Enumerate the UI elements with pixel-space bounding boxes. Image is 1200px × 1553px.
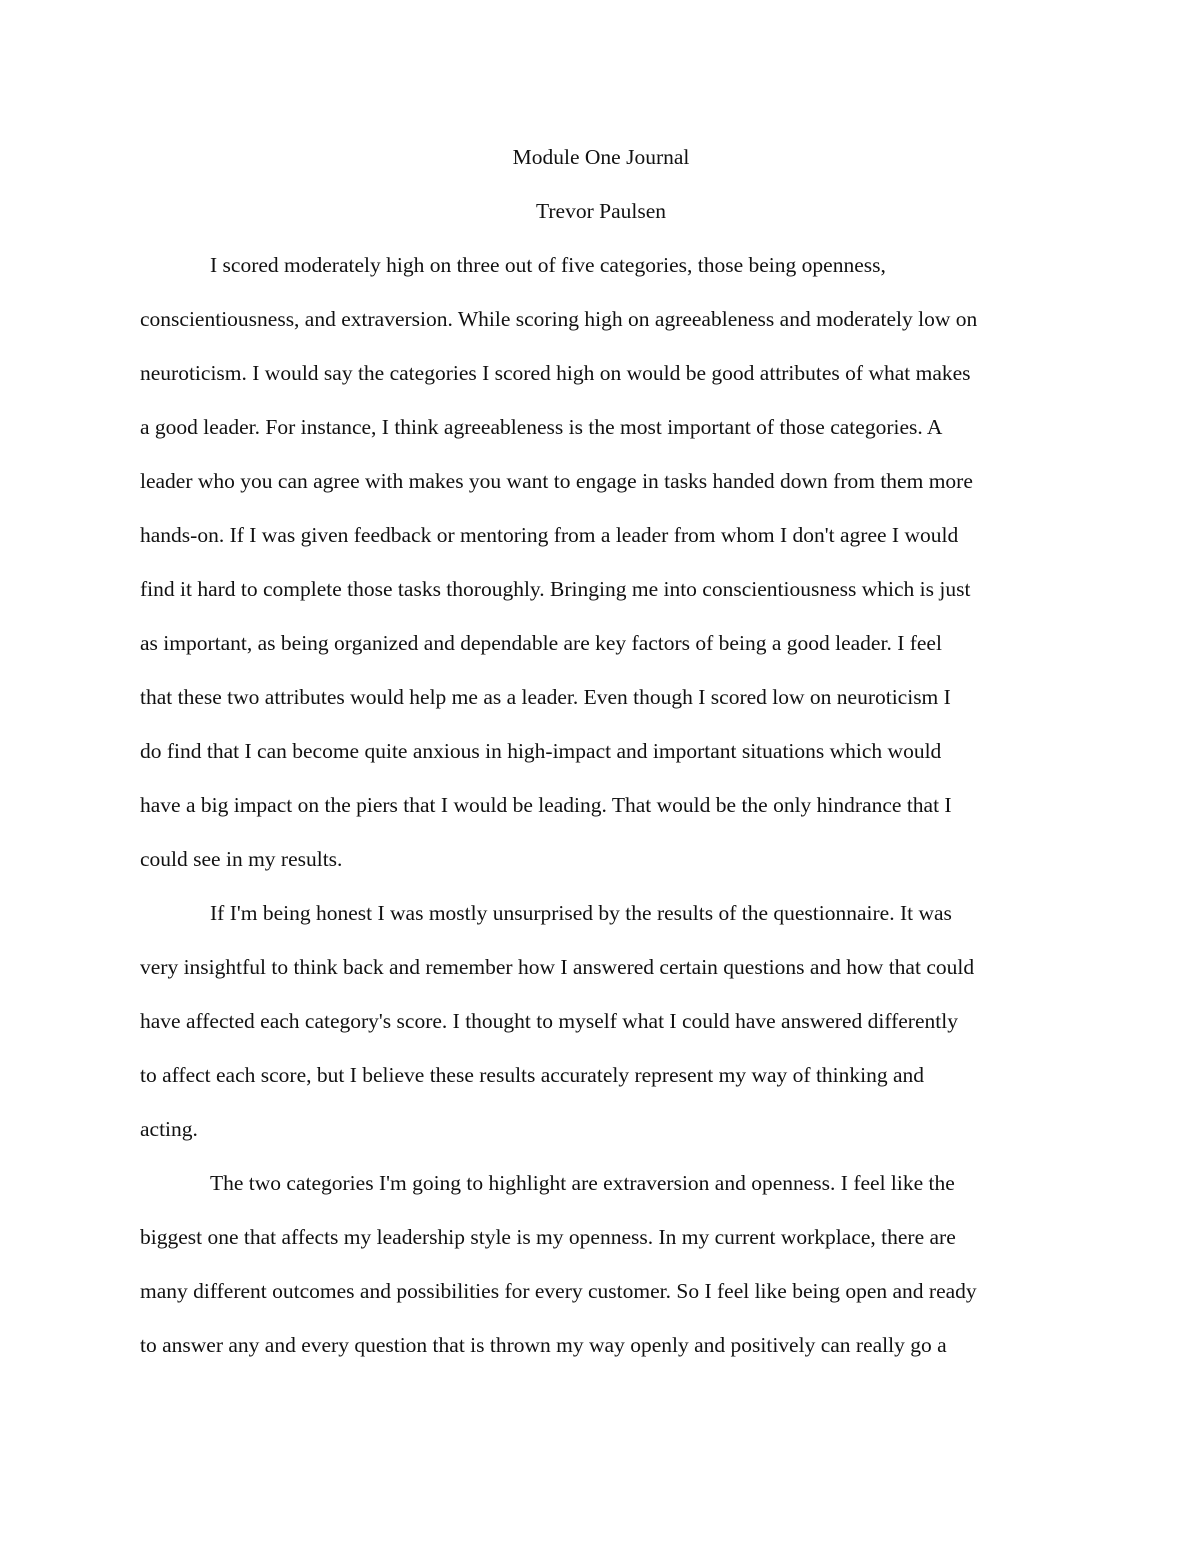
paragraph-3 [140,1156,1062,1372]
document-title: Module One Journal [512,145,690,169]
paragraph-line: many different outcomes and possibilities for every customer. So I feel like being open and ready [140,1279,977,1303]
paragraph-line: have affected each category's score. I thought to myself what I could have answered differently [140,1009,958,1033]
paragraph-line: I scored moderately high on three out of five categories, those being openness, [210,253,886,277]
paragraph-line: find it hard to complete those tasks thoroughly. Bringing me into conscientiousness which is just [140,577,971,601]
paragraph-1 [140,238,1062,886]
paragraph-2 [140,886,1062,1156]
paragraph-line: leader who you can agree with makes you want to engage in tasks handed down from them more [140,469,973,493]
paragraph-line: biggest one that affects my leadership style is my openness. In my current workplace, there are [140,1225,956,1249]
paragraph-line: a good leader. For instance, I think agreeableness is the most important of those categories. A [140,415,943,439]
paragraph-line: very insightful to think back and remember how I answered certain questions and how that could [140,955,975,979]
paragraph-line: as important, as being organized and dependable are key factors of being a good leader. I feel [140,631,942,655]
paragraph-line: do find that I can become quite anxious in high-impact and important situations which would [140,739,942,763]
paragraph-line: acting. [140,1117,198,1141]
paragraph-line: have a big impact on the piers that I would be leading. That would be the only hindrance that I [140,793,952,817]
paragraph-line: If I'm being honest I was mostly unsurprised by the results of the questionnaire. It was [210,901,952,925]
paragraph-line: to answer any and every question that is thrown my way openly and positively can really go a [140,1333,947,1357]
paragraph-line: that these two attributes would help me as a leader. Even though I scored low on neuroticism I [140,685,951,709]
paragraph-line: could see in my results. [140,847,343,871]
paragraph-line: The two categories I'm going to highlight are extraversion and openness. I feel like the [210,1171,955,1195]
paragraph-line: conscientiousness, and extraversion. While scoring high on agreeableness and moderately low on [140,307,978,331]
paragraph-line: hands-on. If I was given feedback or mentoring from a leader from whom I don't agree I would [140,523,959,547]
paragraph-line: to affect each score, but I believe these results accurately represent my way of thinking and [140,1063,925,1087]
paragraph-line: neuroticism. I would say the categories I scored high on would be good attributes of what makes [140,361,971,385]
author-name: Trevor Paulsen [536,199,666,223]
document-body [140,130,1062,1372]
